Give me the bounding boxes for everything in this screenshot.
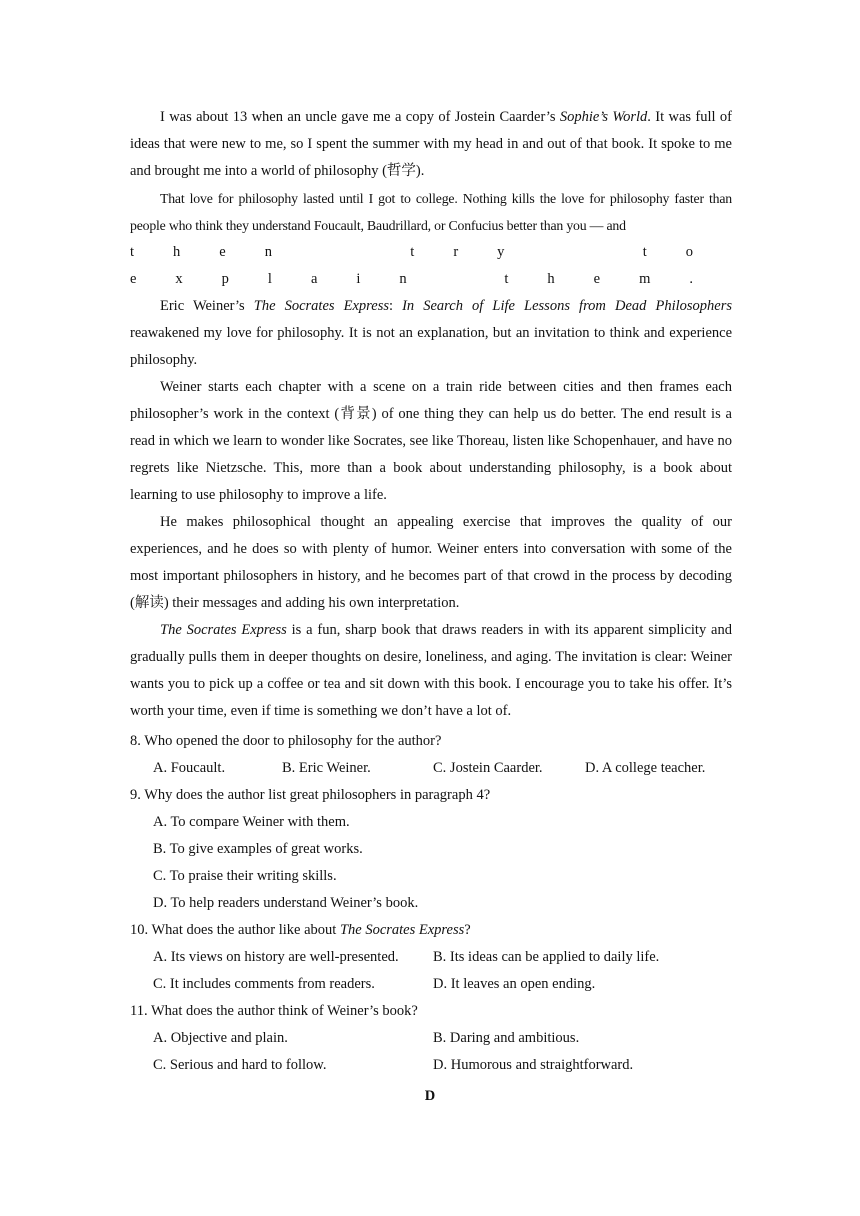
paragraph-1 bbox=[130, 104, 732, 185]
question-10-options-row-1 bbox=[130, 944, 732, 971]
question-9-stem: 9. Why does the author list great philosophers in paragraph 4? bbox=[130, 787, 491, 803]
q9-option-a[interactable]: A. To compare Weiner with them. bbox=[153, 814, 350, 830]
q9-option-b[interactable]: B. To give examples of great works. bbox=[153, 841, 363, 857]
book-title-socrates-express: The Socrates Express bbox=[253, 298, 389, 314]
q10-option-b[interactable]: B. Its ideas can be applied to daily life. bbox=[433, 949, 660, 965]
q8-option-b[interactable]: B. Eric Weiner. bbox=[282, 760, 371, 776]
p3-colon: : bbox=[388, 298, 403, 314]
paragraph-2: That love for philosophy lasted until I got to college. Nothing kills the love for philosophy faster than people who think they understand Foucault, Baudrillard, or Confucius better than you — and bbox=[130, 191, 732, 233]
p3-text-a: Eric Weiner’s bbox=[160, 298, 254, 314]
p6-book-title: The Socrates Express bbox=[160, 622, 287, 638]
p2-text-b: then try to explain them. bbox=[130, 244, 732, 287]
q8-option-c[interactable]: C. Jostein Caarder. bbox=[433, 760, 543, 776]
q10-stem-b: ? bbox=[464, 922, 471, 938]
p1-text-b: . It was full of ideas that were new to me, so I spent the summer with my head in and out of that book. It spoke to me and brought me into a world of philosophy (哲学). bbox=[130, 109, 732, 179]
q11-option-a[interactable]: A. Objective and plain. bbox=[153, 1030, 288, 1046]
paragraph-6 bbox=[130, 617, 732, 725]
q11-option-c[interactable]: C. Serious and hard to follow. bbox=[153, 1057, 327, 1073]
question-11-options-row-2 bbox=[130, 1052, 732, 1079]
p1-text-a: I was about 13 when an uncle gave me a copy of Jostein Caarder’s bbox=[160, 109, 560, 125]
questions-section bbox=[130, 728, 732, 1079]
q10-stem-a: 10. What does the author like about bbox=[130, 922, 340, 938]
reading-passage bbox=[130, 104, 732, 725]
section-heading-d: D bbox=[424, 1088, 436, 1104]
q9-option-c[interactable]: C. To praise their writing skills. bbox=[153, 868, 337, 884]
question-8-options bbox=[130, 755, 732, 782]
book-title-sophies-world: Sophie’s World bbox=[559, 109, 648, 125]
p3-text-b: reawakened my love for philosophy. It is not an explanation, but an invitation to think and experience philosophy. bbox=[130, 325, 732, 368]
q9-option-d[interactable]: D. To help readers understand Weiner’s book. bbox=[153, 895, 419, 911]
q10-book-title: The Socrates Express bbox=[339, 922, 465, 938]
q11-option-b[interactable]: B. Daring and ambitious. bbox=[433, 1030, 580, 1046]
q10-option-c[interactable]: C. It includes comments from readers. bbox=[153, 976, 375, 992]
question-8-stem: 8. Who opened the door to philosophy for the author? bbox=[130, 733, 442, 749]
question-11-options-row-1 bbox=[130, 1025, 732, 1052]
q8-option-d[interactable]: D. A college teacher. bbox=[585, 760, 706, 776]
q11-option-d[interactable]: D. Humorous and straightforward. bbox=[433, 1057, 634, 1073]
question-10-stem bbox=[130, 917, 732, 944]
paragraph-2-last-line bbox=[130, 239, 732, 293]
paragraph-3 bbox=[130, 293, 732, 374]
book-subtitle: In Search of Life Lessons from Dead Philosophers bbox=[402, 298, 732, 314]
p6-text: is a fun, sharp book that draws readers in with its apparent simplicity and gradually pulls them in deeper thoughts on desire, loneliness, and aging. The invitation is clear: Weiner wants you to pick up a coffee or tea and sit down with this book. I encourage you to take his offer. It’s worth your time, even if time is something we don’t have a lot of. bbox=[130, 622, 732, 719]
paragraph-4: Weiner starts each chapter with a scene on a train ride between cities and then frames each philosopher’s work in the context (背景) of one thing they can help us do better. The end result is a read in which we learn to wonder like Socrates, see like Thoreau, listen like Schopenhauer, and have no regrets like Nietzsche. This, more than a book about understanding philosophy, is a book about learning to use philosophy to improve a life. bbox=[130, 379, 732, 503]
q10-option-d[interactable]: D. It leaves an open ending. bbox=[433, 976, 596, 992]
question-11-stem: 11. What does the author think of Weiner’s book? bbox=[130, 1003, 418, 1019]
paragraph-5: He makes philosophical thought an appealing exercise that improves the quality of our experiences, and he does so with plenty of humor. Weiner enters into conversation with some of the most important philosophers in history, and he becomes part of that crowd in the process by decoding (解读) their messages and adding his own interpretation. bbox=[130, 514, 732, 611]
question-10-options-row-2 bbox=[130, 971, 732, 998]
q10-option-a[interactable]: A. Its views on history are well-presented. bbox=[153, 949, 399, 965]
q8-option-a[interactable]: A. Foucault. bbox=[153, 760, 226, 776]
